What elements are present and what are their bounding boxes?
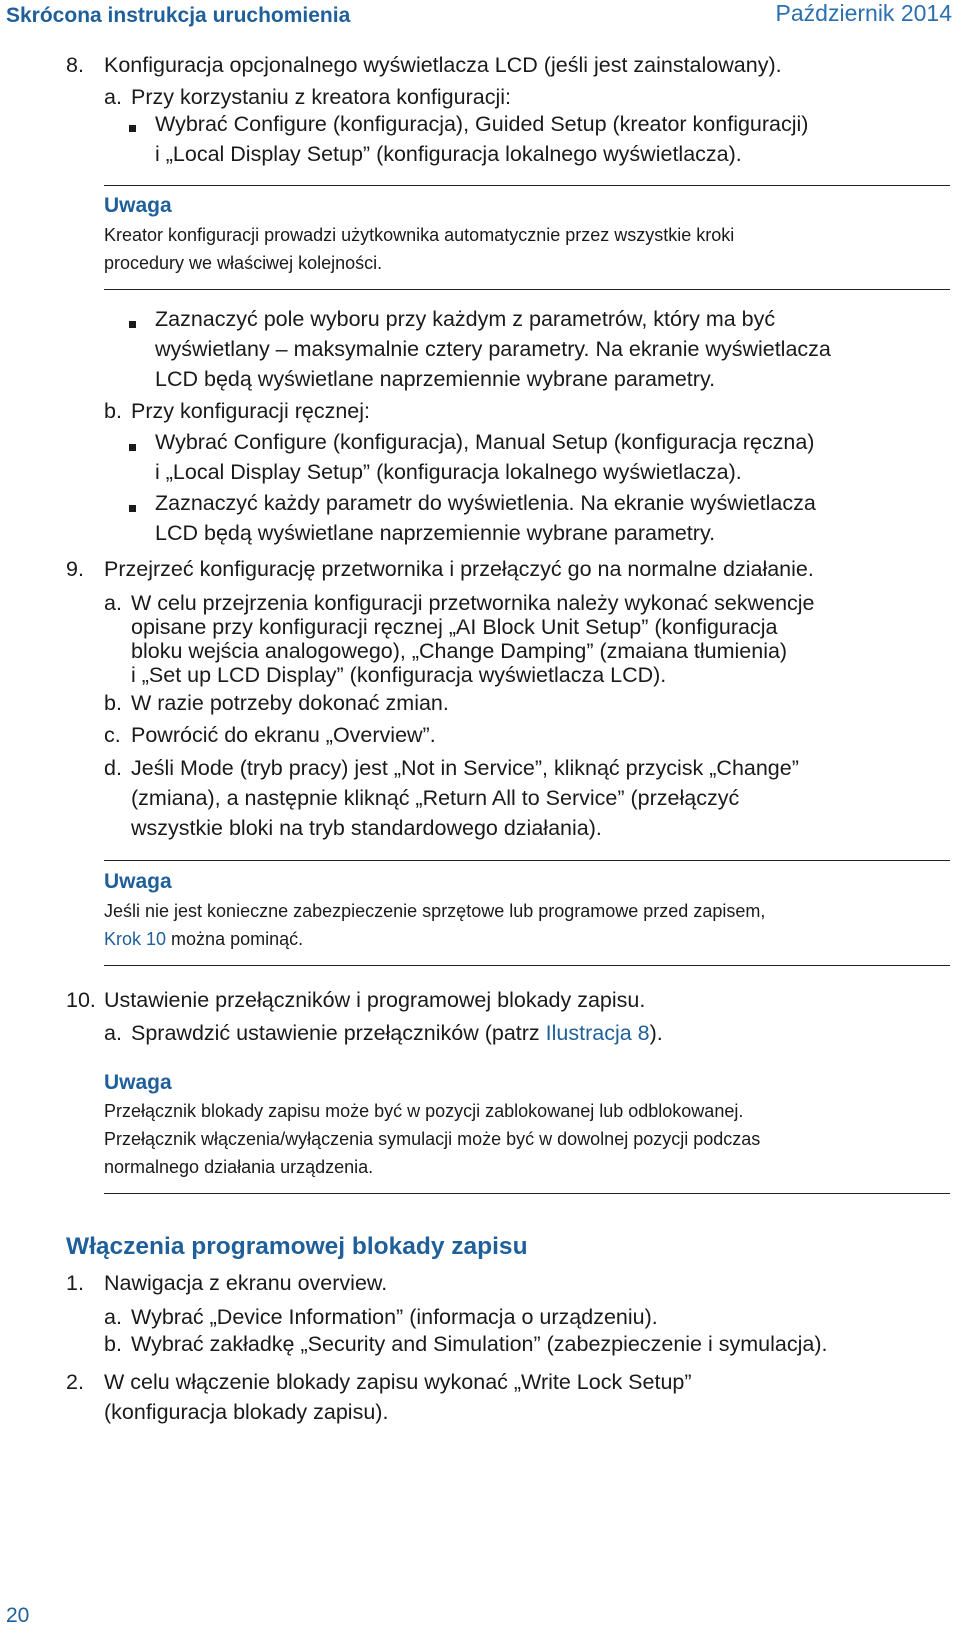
- note3-line2: Przełącznik włączenia/wyłączenia symulacji może być w dowolnej pozycji podczas: [104, 1129, 761, 1149]
- step9-d-label: d.: [104, 756, 122, 780]
- note-divider-bottom: [104, 289, 950, 290]
- step8-a-bullet1-line1: Wybrać Configure (konfiguracja), Guided Setup (kreator konfiguracji): [155, 112, 809, 136]
- section-step1-a-text: Wybrać „Device Information” (informacja o urządzeniu).: [131, 1305, 658, 1329]
- section-step1-text: Nawigacja z ekranu overview.: [104, 1271, 388, 1295]
- note2-line1: Jeśli nie jest konieczne zabezpieczenie sprzętowe lub programowe przed zapisem,: [104, 901, 766, 921]
- step9-d-line3: wszystkie bloki na tryb standardowego działania).: [131, 816, 602, 840]
- step8-b-bullet1-line1: Wybrać Configure (konfiguracja), Manual Setup (konfiguracja ręczna): [155, 430, 815, 454]
- step9-c-label: c.: [104, 723, 121, 747]
- figure8-link[interactable]: Ilustracja 8: [545, 1021, 650, 1045]
- bullet-square-icon: [129, 321, 136, 328]
- step8-b-bullet2-line2: LCD będą wyświetlane naprzemiennie wybrane parametry.: [155, 521, 716, 545]
- section-step1-a-label: a.: [104, 1305, 122, 1329]
- step8-text: Konfiguracja opcjonalnego wyświetlacza LCD (jeśli jest zainstalowany).: [104, 53, 782, 77]
- step8-b-bullet1-line2: i „Local Display Setup” (konfiguracja lokalnego wyświetlacza).: [155, 460, 742, 484]
- step8-number: 8.: [66, 53, 84, 77]
- step8-a-text: Przy korzystaniu z kreatora konfiguracji:: [131, 85, 511, 109]
- section-step2-line1: W celu włączenie blokady zapisu wykonać „Write Lock Setup”: [104, 1370, 692, 1394]
- step8-a-bullet2-line3: LCD będą wyświetlane naprzemiennie wybrane parametry.: [155, 367, 716, 391]
- step8-a-label: a.: [104, 85, 122, 109]
- step9-a-line2: opisane przy konfiguracji ręcznej „AI Block Unit Setup” (konfiguracja: [131, 615, 778, 639]
- step9-a-line4: i „Set up LCD Display” (konfiguracja wyświetlacza LCD).: [131, 663, 667, 687]
- note3-line3: normalnego działania urządzenia.: [104, 1157, 374, 1177]
- step9-a-label: a.: [104, 591, 122, 615]
- header-doc-title: Skrócona instrukcja uruchomienia: [6, 4, 351, 27]
- step8-b-bullet2-line1: Zaznaczyć każdy parametr do wyświetlenia. Na ekranie wyświetlacza: [155, 491, 816, 515]
- section-step1-number: 1.: [66, 1271, 84, 1295]
- bullet-square-icon: [129, 125, 136, 132]
- note-divider-top: [104, 860, 950, 861]
- step9-number: 9.: [66, 557, 84, 581]
- note1-line1: Kreator konfiguracji prowadzi użytkownika automatycznie przez wszystkie kroki: [104, 225, 735, 245]
- step9-b-label: b.: [104, 691, 122, 715]
- step9-d-line1: Jeśli Mode (tryb pracy) jest „Not in Service”, kliknąć przycisk „Change”: [131, 756, 799, 780]
- bullet-square-icon: [129, 444, 136, 451]
- step9-text: Przejrzeć konfigurację przetwornika i przełączyć go na normalne działanie.: [104, 557, 814, 581]
- note1-title: Uwaga: [104, 194, 172, 217]
- step9-d-line2: (zmiana), a następnie kliknąć „Return All to Service” (przełączyć: [131, 786, 740, 810]
- note3-line1: Przełącznik blokady zapisu może być w pozycji zablokowanej lub odblokowanej.: [104, 1101, 744, 1121]
- step10-text: Ustawienie przełączników i programowej blokady zapisu.: [104, 988, 646, 1012]
- step8-a-bullet2-line1: Zaznaczyć pole wyboru przy każdym z parametrów, który ma być: [155, 307, 776, 331]
- page-number: 20: [6, 1604, 30, 1627]
- step10-number: 10.: [66, 988, 96, 1012]
- step9-c-text: Powrócić do ekranu „Overview”.: [131, 723, 436, 747]
- step9-a-line1: W celu przejrzenia konfiguracji przetwornika należy wykonać sekwencje: [131, 591, 815, 615]
- note-divider-bottom: [104, 1193, 950, 1194]
- note1-line2: procedury we właściwej kolejności.: [104, 253, 383, 273]
- step9-b-text: W razie potrzeby dokonać zmian.: [131, 691, 449, 715]
- note3-title: Uwaga: [104, 1071, 172, 1094]
- note-divider-bottom: [104, 965, 950, 966]
- step8-a-bullet2-line2: wyświetlany – maksymalnie cztery parametry. Na ekranie wyświetlacza: [155, 337, 831, 361]
- step8-b-label: b.: [104, 399, 122, 423]
- section-step1-b-text: Wybrać zakładkę „Security and Simulation” (zabezpieczenie i symulacja).: [131, 1332, 828, 1356]
- note-divider-top: [104, 185, 950, 186]
- section-step2-number: 2.: [66, 1370, 84, 1394]
- section-title: Włączenia programowej blokady zapisu: [66, 1233, 528, 1260]
- step8-b-text: Przy konfiguracji ręcznej:: [131, 399, 370, 423]
- step10-link[interactable]: Krok 10: [104, 929, 167, 949]
- note2-line2: Krok 10 można pominąć.: [104, 929, 304, 949]
- section-step2-line2: (konfiguracja blokady zapisu).: [104, 1400, 389, 1424]
- header-date: Październik 2014: [775, 0, 952, 26]
- step8-a-bullet1-line2: i „Local Display Setup” (konfiguracja lokalnego wyświetlacza).: [155, 142, 742, 166]
- step9-a-line3: bloku wejścia analogowego), „Change Damping” (zmaiana tłumienia): [131, 639, 788, 663]
- step10-a-label: a.: [104, 1021, 122, 1045]
- bullet-square-icon: [129, 505, 136, 512]
- step10-a-text: Sprawdzić ustawienie przełączników (patrz Ilustracja 8).: [131, 1021, 663, 1045]
- section-step1-b-label: b.: [104, 1332, 122, 1356]
- note2-title: Uwaga: [104, 870, 172, 893]
